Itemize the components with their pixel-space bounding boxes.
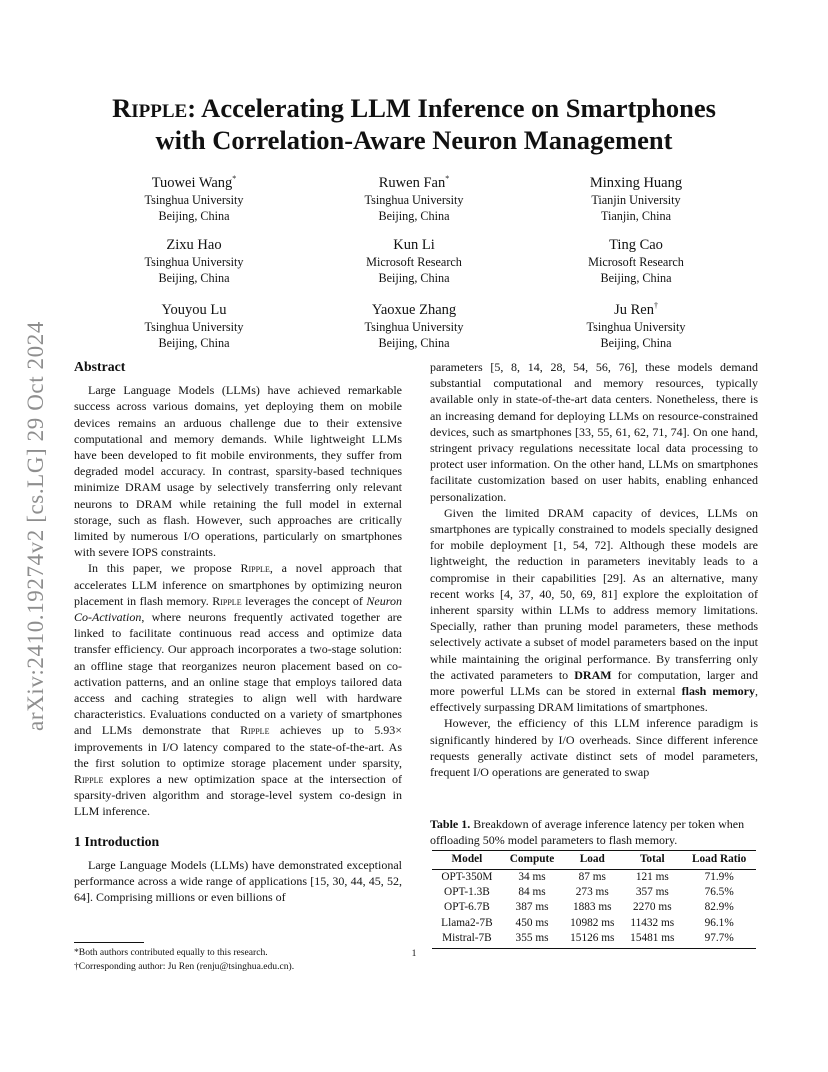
title-line2: with Correlation-Aware Neuron Management (155, 125, 673, 155)
table-cell: 2270 ms (632, 901, 672, 914)
author-location: Beijing, China (378, 270, 450, 285)
author-location: Beijing, China (600, 335, 672, 350)
author-block (84, 170, 304, 224)
author-name: Ju Ren† (614, 301, 658, 318)
author-location: Beijing, China (378, 208, 450, 223)
author-block (526, 297, 746, 351)
footnote: †Corresponding author: Ju Ren (renju@tsinghua.edu.cn). (74, 960, 295, 972)
author-block (526, 170, 746, 224)
title-system-name: Ripple (112, 93, 188, 123)
author-affiliation: Tsinghua University (144, 254, 244, 269)
abstract-paragraph: Large Language Models (LLMs) have achieved remarkable success across various domains, yet deploying them on mobile devices remains an arduous challenge due to their extensive computational and memory demands. While lightweight LLMs have been developed to fit mobile environments, they suffer from degraded model accuracy. In contrast, sparsity-based techniques minimize DRAM usage by selectively transferring only relevant neurons to DRAM while retaining the full model in external storage, such as flash. However, such approaches are critically limited by numerous I/O operations, particularly on smartphones with severe IOPS constraints. (74, 383, 402, 560)
footnote-rule (74, 942, 144, 943)
author-affiliation: Tsinghua University (364, 319, 464, 334)
author-location: Beijing, China (158, 208, 230, 223)
table-row (432, 916, 756, 931)
author-affiliation: Tsinghua University (144, 319, 244, 334)
table-cell: 34 ms (518, 871, 546, 883)
table-cell: 450 ms (515, 916, 549, 929)
author-location: Beijing, China (158, 270, 230, 285)
arxiv-stamp: arXiv:2410.19274v2 [cs.LG] 29 Oct 2024 (23, 321, 48, 731)
author-affiliation: Microsoft Research (588, 254, 684, 269)
table-cell: 10982 ms (570, 916, 615, 929)
table-cell: 96.1% (704, 916, 734, 929)
author-location: Beijing, China (378, 335, 450, 350)
author-name: Tuowei Wang* (151, 174, 237, 191)
section-heading-introduction: 1 Introduction (74, 833, 160, 849)
author-block (304, 170, 524, 224)
author-block (84, 232, 304, 286)
table-cell: OPT-350M (441, 871, 493, 883)
table-cell: OPT-1.3B (444, 886, 490, 899)
author-location: Beijing, China (158, 335, 230, 350)
table-cell: 11432 ms (630, 916, 675, 929)
body-paragraph: parameters [5, 8, 14, 28, 54, 56, 76], these models demand substantial computational and memory resources, typically available only in state-of-the-art data centers. Nonetheless, there is an increasing demand for deploying LLMs on resource-constrained devices, such as smartphones [33, 55, 61, 62, 71, 74]. On one hand, stringent privacy regulations necessitate local data processing to protect user information. On the other hand, LLMs on smartphones facilitate customization based on user habits, enabling enhanced personalization. (430, 360, 758, 504)
author-block (304, 297, 524, 351)
author-affiliation: Tianjin University (591, 192, 681, 207)
table-row (432, 900, 756, 915)
author-block (526, 232, 746, 286)
left-column (74, 359, 402, 906)
table-header-row (432, 851, 756, 870)
table-cell: 97.7% (682, 931, 756, 949)
author-affiliation: Microsoft Research (366, 254, 462, 269)
abstract-heading: Abstract (74, 359, 126, 374)
table-cell: 273 ms (575, 886, 609, 899)
footnote: *Both authors contributed equally to this research. (74, 947, 268, 958)
table-cell: 121 ms (635, 871, 669, 883)
author-name: Ruwen Fan* (378, 174, 450, 191)
table-cell: 71.9% (704, 871, 734, 883)
table-header-cell: Model (432, 851, 502, 870)
intro-paragraph: Large Language Models (LLMs) have demonstrated exceptional performance across a wide range of applications [15, 30, 44, 45, 52, 64]. Comprising millions or even billions of (74, 857, 402, 905)
page-number: 1 (411, 948, 417, 959)
author-affiliation: Tsinghua University (364, 192, 464, 207)
author-name: Kun Li (393, 236, 435, 253)
right-column (430, 359, 758, 780)
table-cell: Llama2-7B (441, 916, 493, 929)
table-cell: 357 ms (635, 886, 669, 899)
author-name: Yaoxue Zhang (371, 301, 457, 318)
table-cell: 387 ms (515, 901, 549, 914)
body-paragraph: Given the limited DRAM capacity of devices, LLMs on smartphones are typically constrained to models specially designed for mobile deployment [1, 54, 72]. Although these models are lightweight, the reduction in parameters inevitably leads to a compromise in their capabilities [29]. As an alternative, many recent works [4, 37, 40, 50, 69, 81] explore the exploitation of inherent sparsity within LLMs to address memory limitations. Specially, rather than pruning model parameters, these methods selectively activate a subset of model parameters based on the input while maintaining the original performance. By transferring only the activated parameters to DRAM for computation, larger and more powerful LLMs can be stored in external flash memory, effectively surpassing DRAM limitations of smartphones. (430, 505, 758, 715)
table-cell: 87 ms (578, 871, 606, 883)
table-cell: Mistral-7B (432, 931, 502, 949)
table-row (432, 870, 756, 886)
table-cell: OPT-6.7B (444, 901, 490, 914)
table-cell: 15126 ms (562, 931, 622, 949)
author-location: Beijing, China (600, 270, 672, 285)
table-header-cell: Load (562, 851, 622, 870)
author-location: Tianjin, China (601, 208, 671, 223)
table-row (432, 931, 756, 949)
table-cell: 355 ms (502, 931, 562, 949)
author-name: Zixu Hao (166, 236, 222, 253)
abstract-paragraph: In this paper, we propose Ripple, a novel approach that accelerates LLM inference on smartphones by optimizing neuron placement in flash memory. Ripple leverages the concept of Neuron Co-Activation, where neurons frequently activated together are linked to facilitate continuous read access and optimize data transfer efficiency. Our approach incorporates a two-stage solution: an offline stage that reorganizes neuron placement based on co-activation patterns, and an online stage that employs tailored data access and caching strategies to align well with hardware characteristics. Evaluations conducted on a variety of smartphones and LLMs demonstrate that Ripple achieves up to 5.93× improvements in I/O latency compared to the state-of-the-art. As the first solution to optimize storage placement under sparsity, Ripple explores a new optimization space at the intersection of sparsity-driven algorithm and storage-level system co-design in LLM inference. (74, 561, 402, 819)
paper-title (70, 92, 758, 156)
table-cell: 15481 ms (622, 931, 682, 949)
author-block (84, 297, 304, 351)
author-name: Minxing Huang (589, 174, 683, 191)
table-caption: Table 1. Breakdown of average inference latency per token when offloading 50% model parameters to flash memory. (430, 817, 745, 847)
title-line1: : Accelerating LLM Inference on Smartphones (187, 93, 716, 123)
author-name: Youyou Lu (161, 301, 227, 318)
table-cell: 1883 ms (572, 901, 612, 914)
table-cell: 84 ms (518, 886, 546, 899)
body-paragraph: However, the efficiency of this LLM inference paradigm is significantly hindered by I/O overheads. Since different inference requests generally activate distinct sets of model parameters, frequent I/O operations are generated to swap (430, 716, 758, 780)
table-header-cell: Load Ratio (682, 851, 756, 870)
table-cell: 76.5% (704, 886, 734, 899)
author-affiliation: Tsinghua University (586, 319, 686, 334)
latency-table (432, 850, 756, 949)
author-affiliation: Tsinghua University (144, 192, 244, 207)
table-row (432, 885, 756, 900)
table-header-cell: Compute (502, 851, 562, 870)
author-name: Ting Cao (609, 236, 663, 253)
table-cell: 82.9% (704, 901, 734, 914)
table-header-cell: Total (622, 851, 682, 870)
author-block (304, 232, 524, 286)
